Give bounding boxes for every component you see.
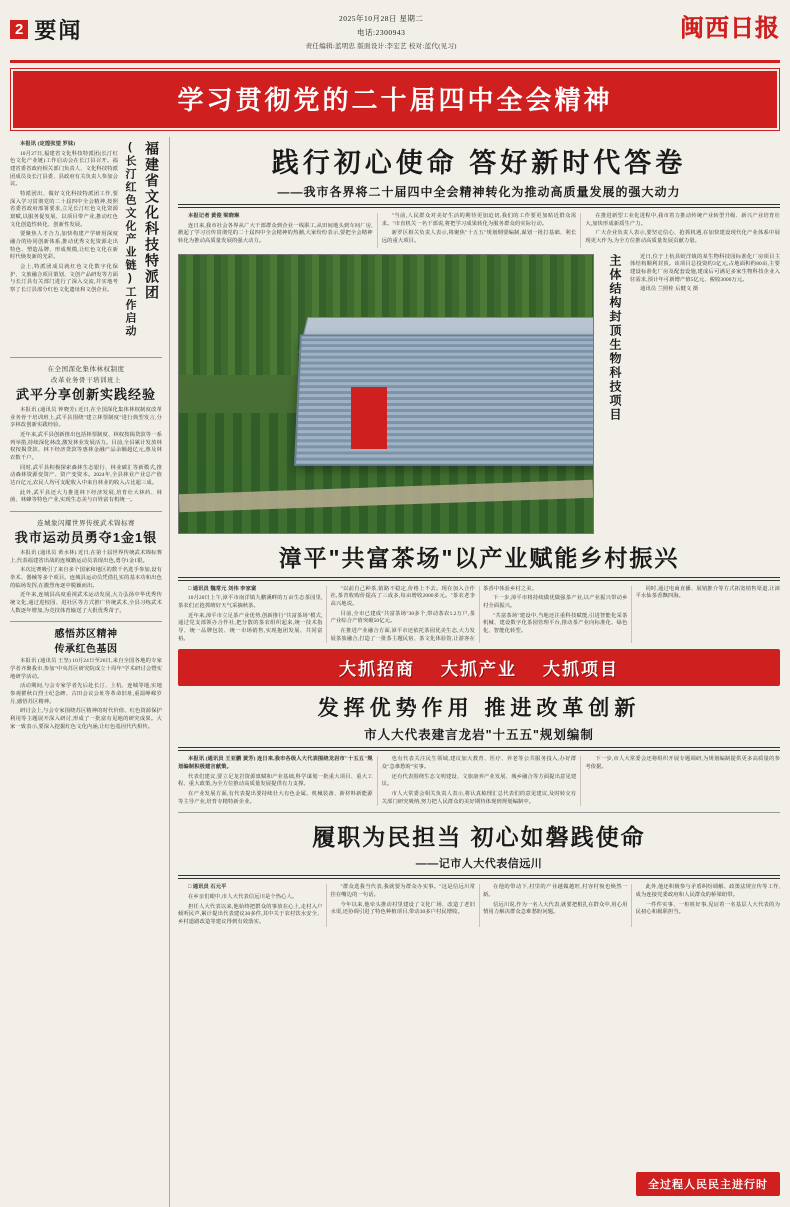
divider	[10, 621, 162, 622]
paragraph: 10月20日上午,漳平市南洋镇九鹏溪畔的万亩生态茶园里,茶农们正抢抓晴好天气采摘秋茶。	[178, 595, 323, 610]
masthead-right	[680, 6, 780, 43]
paragraph: 广大企业负责人表示,要坚定信心、抢抓机遇,在加快建设现代化产业体系中展现更大作为,为全方位推动高质量发展贡献力量。	[585, 230, 780, 245]
paragraph: 目前,全市已建成"共富茶场"30多个,带动茶农1.2万户,茶产业综合产值突破50亿元。	[330, 610, 475, 625]
reform-story	[178, 692, 780, 806]
lead-headline: 践行初心使命 答好新时代答卷	[271, 148, 687, 178]
paragraph: 本次比赛吸引了来自多个国家和地区的数千名选手参加,设有拳术、器械等多个项目。连城县运动员凭借扎实的基本功和出色的临场发挥,在激烈角逐中脱颖而出。	[10, 567, 162, 589]
photo-block	[178, 254, 780, 534]
paragraph: 信远川说,作为一名人大代表,就要把根扎在群众中,用心用情用力解决群众急难愁盼问题。	[483, 901, 628, 916]
paragraph: 本报讯 (通讯员 钟晓芳) 近日,在全国深化集体林权制度改革业务骨干培训班上,武平县围绕"建立林票制度"进行典型发言,分享林改创新实践经验。	[10, 406, 162, 429]
paragraph: 近年来,武平县创新推出包括林票制度、林权按揭贷款等一系列举措,持续深化林改,激发林业发展活力。目前,全县累计发放林权按揭贷款、林下经济贷款等惠林金融产品余额超亿元,惠及林农数千户。	[10, 431, 162, 461]
paragraph: 今年以来,他牵头推动村里建设了文化广场、改造了老旧水渠,还协调引进了特色种植项目,带动30多户村民增收。	[330, 901, 475, 916]
reform-subhead: 市人大代表建言龙岩"十五五"规划编制	[364, 728, 594, 743]
lead-story	[178, 141, 780, 248]
paragraph: 10月27日,福建省文化科技特派团(长汀红色文化产业链)工作启动会在长汀县召开。福建省委省政府相关部门负责人、文化科技特派团成员及长汀县委、县政府有关负责人参加会议。	[10, 150, 118, 188]
left-article-2-body	[10, 407, 162, 505]
byline: □ 通讯员 石元平	[188, 884, 227, 891]
paragraph: 一件件实事、一桩桩好事,见证着一名基层人大代表的为民初心和履职担当。	[635, 901, 780, 916]
duty-story	[178, 819, 780, 926]
paragraph: 在产业发展方面,有代表提出要持续壮大有色金属、机械装备、新材料新能源等主导产业,培育专精特新企业。	[178, 791, 373, 805]
masthead-rule	[10, 60, 780, 63]
left-article-4	[10, 628, 162, 731]
paragraph: 在推进新型工业化进程中,我市着力推动传统产业转型升级、新兴产业培育壮大,加快形成新质生产力。	[585, 213, 780, 227]
news-photo	[178, 254, 594, 534]
duty-body	[178, 884, 780, 926]
photo-building	[294, 334, 594, 465]
reform-headline: 发挥优势作用 推进改革创新	[317, 697, 641, 721]
masthead-left	[10, 6, 82, 45]
tea-headline: 漳平"共富茶场"以产业赋能乡村振兴	[278, 544, 680, 571]
paragraph: 近日,位于上杭县蛟洋镇的某生物科技园标准化厂房项目主体结构顺利封顶。该项目总投资约3亿元,占地面积约80亩,主要建设标准化厂房及配套设施,建成后可满足多家生物科技企业入驻需求,预计年可新增产值5亿元、税收3000万元。	[630, 253, 780, 283]
paragraph: "群众选我当代表,我就要为群众办实事。"这是信远川常挂在嘴边的一句话。	[330, 884, 475, 899]
byline: □ 通讯员 魏常元 刘伟 李家富	[188, 585, 257, 592]
paragraph: 下一步,市人大常委会还将组织开展专题调研,为规划编制提供更多高质量的参考依据。	[585, 756, 780, 771]
tea-body	[178, 586, 780, 644]
divider	[178, 577, 780, 581]
paragraph: 也有代表关注民生领域,建议加大教育、医疗、养老等公共服务投入,办好群众"急难愁盼"实事。	[381, 756, 577, 771]
slogan-strip	[178, 649, 780, 686]
byline: 本报讯 (定煌张望 罗妹)	[20, 141, 76, 147]
divider	[178, 747, 780, 751]
slogan-item-1: 大抓招商	[339, 660, 415, 680]
paragraph: 近年来,连城县高度重视武术运动发展,大力弘扬中华优秀传统文化,通过进校园、进社区等方式推广传统武术,全县习练武术人数逐年增加,为竞技体育输送了大批优秀苗子。	[10, 592, 162, 614]
divider	[178, 204, 780, 208]
left-article-4-headline-2: 传承红色基因	[54, 644, 118, 656]
slogan-item-3: 大抓项目	[543, 660, 619, 680]
paragraph: 下一步,漳平市将持续做优做强茶产业,以产业振兴带动乡村全面振兴。	[483, 595, 628, 610]
reform-body	[178, 756, 780, 806]
left-article-3-headline: 我市运动员勇夺1金1银	[14, 529, 158, 545]
main-column	[178, 137, 780, 1207]
slogan-item-2: 大抓产业	[441, 660, 517, 680]
photo-credit-byline: 通讯员 兰照栓 后健文 摄	[640, 286, 699, 293]
left-article-3-kicker: 连城象闪耀世界传统武术锦标赛	[37, 519, 135, 527]
paragraph: 同时,武平县积极探索森林生态银行、林业碳汇等新模式,推动森林资源变资产、资产变资本。2024年,全县林业产业总产值达百亿元,农民人均可支配收入中来自林业的收入占比超三成。	[10, 464, 162, 486]
left-article-4-body	[10, 658, 162, 731]
paragraph: 代表们建议,要立足龙岩资源禀赋和产业基础,科学谋划一批重大项目、重大工程、重大政策,为全方位推动高质量发展提供有力支撑。	[178, 773, 373, 788]
lead-subhead: ——我市各界将二十届四中全会精神转化为推动高质量发展的强大动力	[277, 185, 681, 199]
footer-badge: 全过程人民民主进行时	[636, 1172, 780, 1196]
phone-line: 电话:2300943	[357, 28, 406, 38]
paragraph: 市人大常委会相关负责人表示,将认真梳理汇总代表们的意见建议,及时转交有关部门研究吸纳,努力把人民群众的美好期待体现到规划编制中。	[381, 791, 577, 805]
paragraph: 会上,特派团成员就红色文化数字化保护、文旅融合项目策划、文创产品研发等方面与长汀县有关部门进行了深入交流,并实地考察了长汀县部分红色文化遗址和文创企业。	[10, 264, 118, 294]
photo-red-banner	[351, 387, 387, 449]
paragraph: 本报讯 (通讯员 王坚) 10月24日至26日,来自全国各地的专家学者齐聚我市,参加"中央苏区研究院成立十周年"学术研讨会暨实地研学活动。	[10, 658, 162, 680]
lead-body	[178, 213, 780, 248]
left-article-2-kicker-2: 改革业务骨干培训班上	[51, 377, 121, 384]
left-article-2-headline: 武平分享创新实践经验	[15, 387, 156, 402]
left-article-3	[10, 518, 162, 615]
divider	[10, 357, 162, 358]
paragraph: 在推进产业融合方面,漳平市还依托茶园优美生态,大力发展茶旅融合,打造了一批茶主题民宿、茶文化体验馆,让游客在茶香中体验乡村之美。	[330, 585, 537, 642]
left-article-1	[10, 141, 162, 351]
photo-caption-vertical: 主体结构封顶生物科技项目	[608, 253, 622, 422]
left-article-1-body	[10, 141, 118, 351]
credits-line: 责任编辑:蓝明忠 版面设计:李宏艺 校对:蓝代(见习)	[305, 42, 457, 50]
masthead	[10, 6, 780, 58]
paragraph: 连日来,我市社会各界从广大干部群众到企业一线职工,从田间地头到车间厂房,掀起了学习宣传贯彻党的二十届四中全会精神的热潮,大家纷纷表示,要把全会精神转化为推动高质量发展的强大动力。	[178, 222, 373, 245]
byline: 本报讯 (通讯员 王亚鹏 黄芳) 连日来,我市各级人大代表围绕龙岩市"十五五"规划编制积极建言献策。	[178, 756, 373, 771]
paragraph: 此外,他还积极参与矛盾纠纷调解、政策法规宣传等工作,成为连接党委政府和人民群众的桥梁纽带。	[635, 884, 780, 899]
campaign-banner: 学习贯彻党的二十届四中全会精神	[13, 71, 777, 128]
left-article-2-kicker-1: 在全国深化集体林权制度	[47, 366, 125, 373]
paragraph: 在乡亲们眼中,市人大代表信远川是个热心人。	[188, 894, 298, 901]
section-name: 要闻	[34, 18, 83, 43]
paragraph: "共富茶场"建设中,当地还注重科技赋能,引进智能化采茶机械、建设数字化茶园管理平台,推动茶产业向标准化、绿色化、智能化转型。	[483, 612, 628, 635]
tea-story	[178, 540, 780, 644]
paragraph: 要聚焦人才合力,加快构建产学研用深度融合的协同创新体系,推动优秀文化资源走出特色、塑造品牌、形成规模,让红色文化在新时代焕发新的光彩。	[10, 231, 118, 261]
paragraph: 特派团出、做好文化科技特派团工作,要深入学习贯彻党的二十届四中全会精神,按照省委省政府部署要求,立足长汀红色文化资源禀赋,以服务促发展、以项目带产业,推动红色文化创造性转化、创新性发展。	[10, 191, 118, 228]
paragraph: 在他的带动下,村里的产业越做越旺,村容村貌也焕然一新。	[483, 884, 628, 899]
divider	[178, 875, 780, 879]
campaign-banner-wrap	[10, 68, 780, 131]
left-article-4-headline-1: 感悟苏区精神	[54, 629, 118, 641]
paragraph: 近年来,漳平市立足茶产业优势,创新推行"共富茶场"模式,通过党支部领办合作社,把分散的茶农组织起来,统一技术指导、统一品牌包装、统一市场销售,实现抱团发展、共同富裕。	[178, 612, 323, 642]
paragraph: 还有代表围绕生态文明建设、文旅康养产业发展、城乡融合等方面提出意见建议。	[381, 773, 577, 788]
left-article-3-body	[10, 550, 162, 615]
masthead-info	[306, 6, 457, 53]
duty-headline: 履职为民担当 初心如磐践使命	[312, 824, 646, 851]
paragraph: 研讨会上,与会专家围绕苏区精神的时代价值、红色资源保护利用等主题展开深入研讨,形成了一批富有见地的研究成果。大家一致表示,要深入挖掘红色文化内涵,让红色基因代代相传。	[10, 708, 162, 730]
divider	[10, 511, 162, 512]
divider	[178, 812, 780, 813]
vertical-headline-block	[10, 141, 162, 351]
newspaper-nameplate: 闽西日报	[680, 15, 780, 42]
page-number: 2	[10, 20, 28, 39]
paragraph: "当前,人民群众对美好生活的期待更加迫切,我们的工作要更加贴近群众需求。"市直机关一名干部说,将把学习成果转化为服务群众的实际行动。	[381, 213, 577, 227]
paragraph: 本报讯 (通讯员 黄水林) 近日,在第十届世界传统武术锦标赛上,代表福建省出战的连城籍运动员表现出色,勇夺1金1银。	[10, 549, 162, 564]
photo-credit-text	[630, 254, 780, 534]
date-line: 2025年10月28日 星期二	[338, 14, 424, 23]
left-article-1-title: 福建省文化科技特派团	[144, 141, 160, 301]
paragraph: 活动期间,与会专家学者先后赴长汀、上杭、连城等地,实地参观瞿秋白烈士纪念碑、古田会议会址等革命旧址,重温峥嵘岁月,感悟苏区精神。	[10, 683, 162, 705]
duty-subhead: ——记市人大代表信远川	[415, 858, 543, 871]
left-article-1-subtitle: (长汀红色文化产业链)工作启动	[124, 141, 136, 338]
paragraph: "以前自己种茶,销路不稳定,价格上不去。现在加入合作社,茶青收购价提高了三成多,每亩增收2000多元。"茶农老李高兴地说。	[330, 585, 475, 608]
paragraph: 同时,通过电商直播、展销推介等方式拓宽销售渠道,让漳平水仙茶香飘四海。	[635, 585, 780, 600]
paragraph: 担任人大代表以来,他始终把群众的事放在心上,走村入户倾听民声,累计提出代表建议30多件,其中关于农村饮水安全、乡村道路改造等建议得到有效落实。	[178, 903, 323, 926]
left-column	[10, 137, 170, 1207]
byline: 本报记者 黄俊 梁晓琳	[188, 213, 240, 219]
body-grid	[10, 137, 780, 1207]
paragraph: 此外,武平县还大力推进林下经济发展,培育壮大林药、林菌、林蜂等特色产业,实现生态美与百姓富有机统一。	[10, 489, 162, 504]
left-article-2	[10, 364, 162, 505]
paragraph: 新罗区相关负责人表示,将聚焦"十五五"规划纲要编制,谋划一批打基础、利长远的重大项目。	[381, 230, 577, 245]
